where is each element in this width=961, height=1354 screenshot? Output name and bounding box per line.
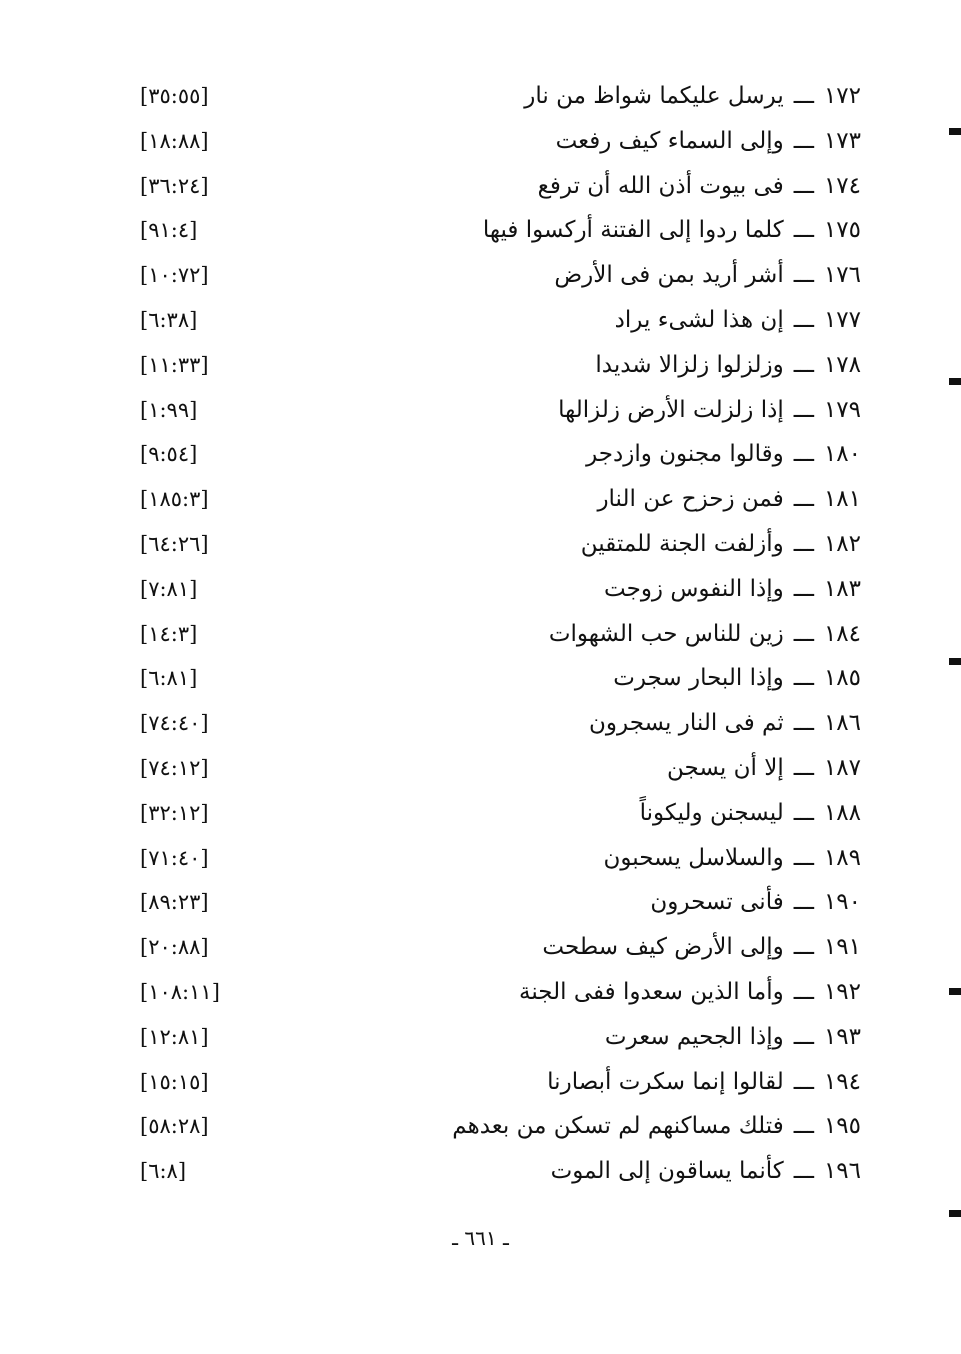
separator-dash: ـــ xyxy=(793,486,814,513)
verse-text: فى بيوت أذن الله أن ترفع xyxy=(537,172,784,199)
list-item xyxy=(0,253,961,298)
verse-line xyxy=(667,746,861,790)
verse-reference: [٣٥:٥٥] xyxy=(140,84,209,108)
separator-dash: ـــ xyxy=(793,396,814,423)
verse-text: إلا أن يسجن xyxy=(667,754,784,781)
verse-reference: [١:٩٩] xyxy=(140,397,198,422)
separator-dash: ـــ xyxy=(793,530,814,557)
verse-text: إن هذا لشىء يراد xyxy=(614,306,784,333)
list-item xyxy=(0,522,961,567)
list-item xyxy=(0,925,961,970)
separator-dash: ـــ xyxy=(793,441,814,468)
separator-dash: ـــ xyxy=(793,844,814,871)
verse-reference: [٦:٨١] xyxy=(140,666,198,691)
verse-line xyxy=(483,208,861,252)
entry-number: ١٨٢ xyxy=(823,530,861,557)
list-item xyxy=(0,1104,961,1149)
entry-number: ١٧٦ xyxy=(823,262,861,289)
verse-text: وأما الذين سعدوا ففى الجنة xyxy=(519,978,784,1005)
verse-line xyxy=(597,477,861,521)
verse-text: ثم فى النار يسجرون xyxy=(589,710,784,737)
list-item xyxy=(0,612,961,657)
verse-line xyxy=(650,880,861,924)
verse-line xyxy=(613,656,861,700)
verse-text: وإلى السماء كيف رفعت xyxy=(555,127,784,154)
separator-dash: ـــ xyxy=(793,799,814,826)
verse-line xyxy=(538,164,861,208)
entry-number: ١٨١ xyxy=(823,486,861,513)
verse-line xyxy=(547,1060,861,1104)
list-item xyxy=(0,208,961,253)
entry-number: ١٧٩ xyxy=(823,396,861,423)
verse-text: كأنما يساقون إلى الموت xyxy=(550,1158,784,1185)
list-item xyxy=(0,656,961,701)
separator-dash: ـــ xyxy=(793,127,814,154)
margin-mark xyxy=(949,128,961,135)
verse-reference: [٣٦:٢٤] xyxy=(140,173,209,198)
verse-reference: [١٢:٨١] xyxy=(140,1024,209,1049)
verse-text: فتلك مساكنهم لم تسكن من بعدهم xyxy=(452,1113,784,1140)
verse-reference: [٣٢:١٢] xyxy=(140,800,209,825)
verse-line xyxy=(556,119,861,163)
verse-reference: [٨٩:٢٣] xyxy=(140,890,209,915)
entry-number: ١٩٥ xyxy=(823,1113,861,1140)
separator-dash: ـــ xyxy=(793,217,814,244)
separator-dash: ـــ xyxy=(793,1158,814,1185)
list-item xyxy=(0,836,961,881)
separator-dash: ـــ xyxy=(793,1023,814,1050)
verse-text: وإذا البحار سجرت xyxy=(613,665,784,692)
verse-reference: [١٨:٨٨] xyxy=(140,128,209,153)
list-item xyxy=(0,298,961,343)
list-item xyxy=(0,1149,961,1194)
verse-text: لقالوا إنما سكرت أبصارنا xyxy=(547,1068,784,1095)
separator-dash: ـــ xyxy=(793,83,814,109)
separator-dash: ـــ xyxy=(793,889,814,916)
entry-number: ١٨٩ xyxy=(823,844,861,871)
margin-mark xyxy=(949,1210,961,1217)
entry-number: ١٨٣ xyxy=(823,575,861,602)
verse-text: والسلاسل يسحبون xyxy=(603,844,784,871)
list-item xyxy=(0,701,961,746)
list-item xyxy=(0,477,961,522)
separator-dash: ـــ xyxy=(793,262,814,289)
entry-number: ١٨٦ xyxy=(823,710,861,737)
list-item xyxy=(0,74,961,119)
verse-line xyxy=(615,298,861,342)
verse-line xyxy=(595,343,861,387)
verse-reference: [١٠:٧٢] xyxy=(140,263,209,288)
verse-reference: [٧:٨١] xyxy=(140,576,198,601)
verse-line xyxy=(524,74,861,118)
page-number: ـ ٦٦١ ـ xyxy=(452,1226,509,1250)
verse-text: يرسل عليكما شواظ من نار xyxy=(524,83,784,109)
separator-dash: ـــ xyxy=(793,665,814,692)
verse-reference: [٧١:٤٠] xyxy=(140,845,209,870)
verse-line xyxy=(452,1104,861,1148)
separator-dash: ـــ xyxy=(793,575,814,602)
verse-line xyxy=(586,432,861,476)
entry-number: ١٩٢ xyxy=(823,978,861,1005)
list-item xyxy=(0,746,961,791)
separator-dash: ـــ xyxy=(793,934,814,961)
list-item xyxy=(0,119,961,164)
verse-reference: [٢٠:٨٨] xyxy=(140,935,209,960)
verse-reference: [٦٤:٢٦] xyxy=(140,531,209,556)
entry-number: ١٨٧ xyxy=(823,754,861,781)
list-item xyxy=(0,164,961,209)
entry-number: ١٧٣ xyxy=(823,127,861,154)
verse-line xyxy=(603,836,861,880)
verse-text: فأنى تسحرون xyxy=(650,889,784,916)
verse-text: إذا زلزلت الأرض زلزالها xyxy=(558,396,784,423)
entry-number: ١٩٣ xyxy=(823,1023,861,1050)
list-item xyxy=(0,343,961,388)
verse-line xyxy=(558,388,861,432)
list-item xyxy=(0,1060,961,1105)
entry-number: ١٨٤ xyxy=(823,620,861,647)
entry-number: ١٧٢ xyxy=(823,83,861,109)
verse-line xyxy=(554,253,861,297)
verse-reference: [٩:٥٤] xyxy=(140,442,198,467)
entry-number: ١٧٧ xyxy=(823,306,861,333)
verse-text: كلما ردوا إلى الفتنة أركسوا فيها xyxy=(482,217,784,244)
verse-line xyxy=(542,925,861,969)
verse-reference: [٩١:٤] xyxy=(140,218,198,243)
entry-number: ١٩٠ xyxy=(823,889,861,916)
list-item xyxy=(0,432,961,477)
list-item xyxy=(0,567,961,612)
separator-dash: ـــ xyxy=(793,1068,814,1095)
verse-index-list xyxy=(0,74,961,1194)
verse-reference: [١٥:١٥] xyxy=(140,1069,209,1094)
verse-reference: [١١:٣٣] xyxy=(140,352,209,377)
verse-line xyxy=(581,522,861,566)
verse-reference: [٦:٨] xyxy=(140,1159,187,1184)
separator-dash: ـــ xyxy=(793,754,814,781)
verse-line xyxy=(551,1149,861,1193)
verse-reference: [٧٤:٤٠] xyxy=(140,711,209,736)
entry-number: ١٨٥ xyxy=(823,665,861,692)
separator-dash: ـــ xyxy=(793,351,814,378)
list-item xyxy=(0,880,961,925)
list-item xyxy=(0,388,961,433)
separator-dash: ـــ xyxy=(793,978,814,1005)
separator-dash: ـــ xyxy=(793,620,814,647)
verse-text: وقالوا مجنون وازدجر xyxy=(586,441,784,468)
entry-number: ١٧٥ xyxy=(823,217,861,244)
separator-dash: ـــ xyxy=(793,172,814,199)
margin-mark xyxy=(949,988,961,995)
verse-line xyxy=(604,567,861,611)
verse-reference: [٥٨:٢٨] xyxy=(140,1114,209,1139)
verse-line xyxy=(605,1015,861,1059)
separator-dash: ـــ xyxy=(793,710,814,737)
entry-number: ١٧٨ xyxy=(823,351,861,378)
entry-number: ١٨٨ xyxy=(823,799,861,826)
verse-line xyxy=(589,701,861,745)
entry-number: ١٨٠ xyxy=(823,441,861,468)
verse-text: زين للناس حب الشهوات xyxy=(548,620,784,647)
verse-reference: [١٠٨:١١] xyxy=(140,979,220,1004)
list-item xyxy=(0,791,961,836)
separator-dash: ـــ xyxy=(793,1113,814,1140)
entry-number: ١٩٦ xyxy=(823,1158,861,1185)
verse-reference: [١٨٥:٣] xyxy=(140,487,209,512)
verse-reference: [٦:٣٨] xyxy=(140,307,198,332)
verse-line xyxy=(640,791,861,835)
verse-line xyxy=(519,970,861,1014)
verse-text: وإذا الجحيم سعرت xyxy=(604,1023,784,1050)
list-item xyxy=(0,970,961,1015)
verse-line xyxy=(549,612,861,656)
margin-mark xyxy=(949,658,961,665)
list-item xyxy=(0,1015,961,1060)
verse-text: ليسجنن وليكوناً xyxy=(639,799,784,826)
verse-text: وزلزلوا زلزالا شديدا xyxy=(595,351,784,378)
verse-reference: [١٤:٣] xyxy=(140,621,198,646)
verse-text: فمن زحزح عن النار xyxy=(597,486,784,513)
verse-text: أشر أريد بمن فى الأرض xyxy=(554,262,784,289)
entry-number: ١٩٤ xyxy=(823,1068,861,1095)
verse-text: وإلى الأرض كيف سطحت xyxy=(542,934,784,961)
verse-text: وأزلفت الجنة للمتقين xyxy=(580,530,784,557)
entry-number: ١٩١ xyxy=(823,934,861,961)
entry-number: ١٧٤ xyxy=(823,172,861,199)
verse-reference: [٧٤:١٢] xyxy=(140,755,209,780)
verse-text: وإذا النفوس زوجت xyxy=(604,575,784,602)
margin-mark xyxy=(949,378,961,385)
separator-dash: ـــ xyxy=(793,306,814,333)
